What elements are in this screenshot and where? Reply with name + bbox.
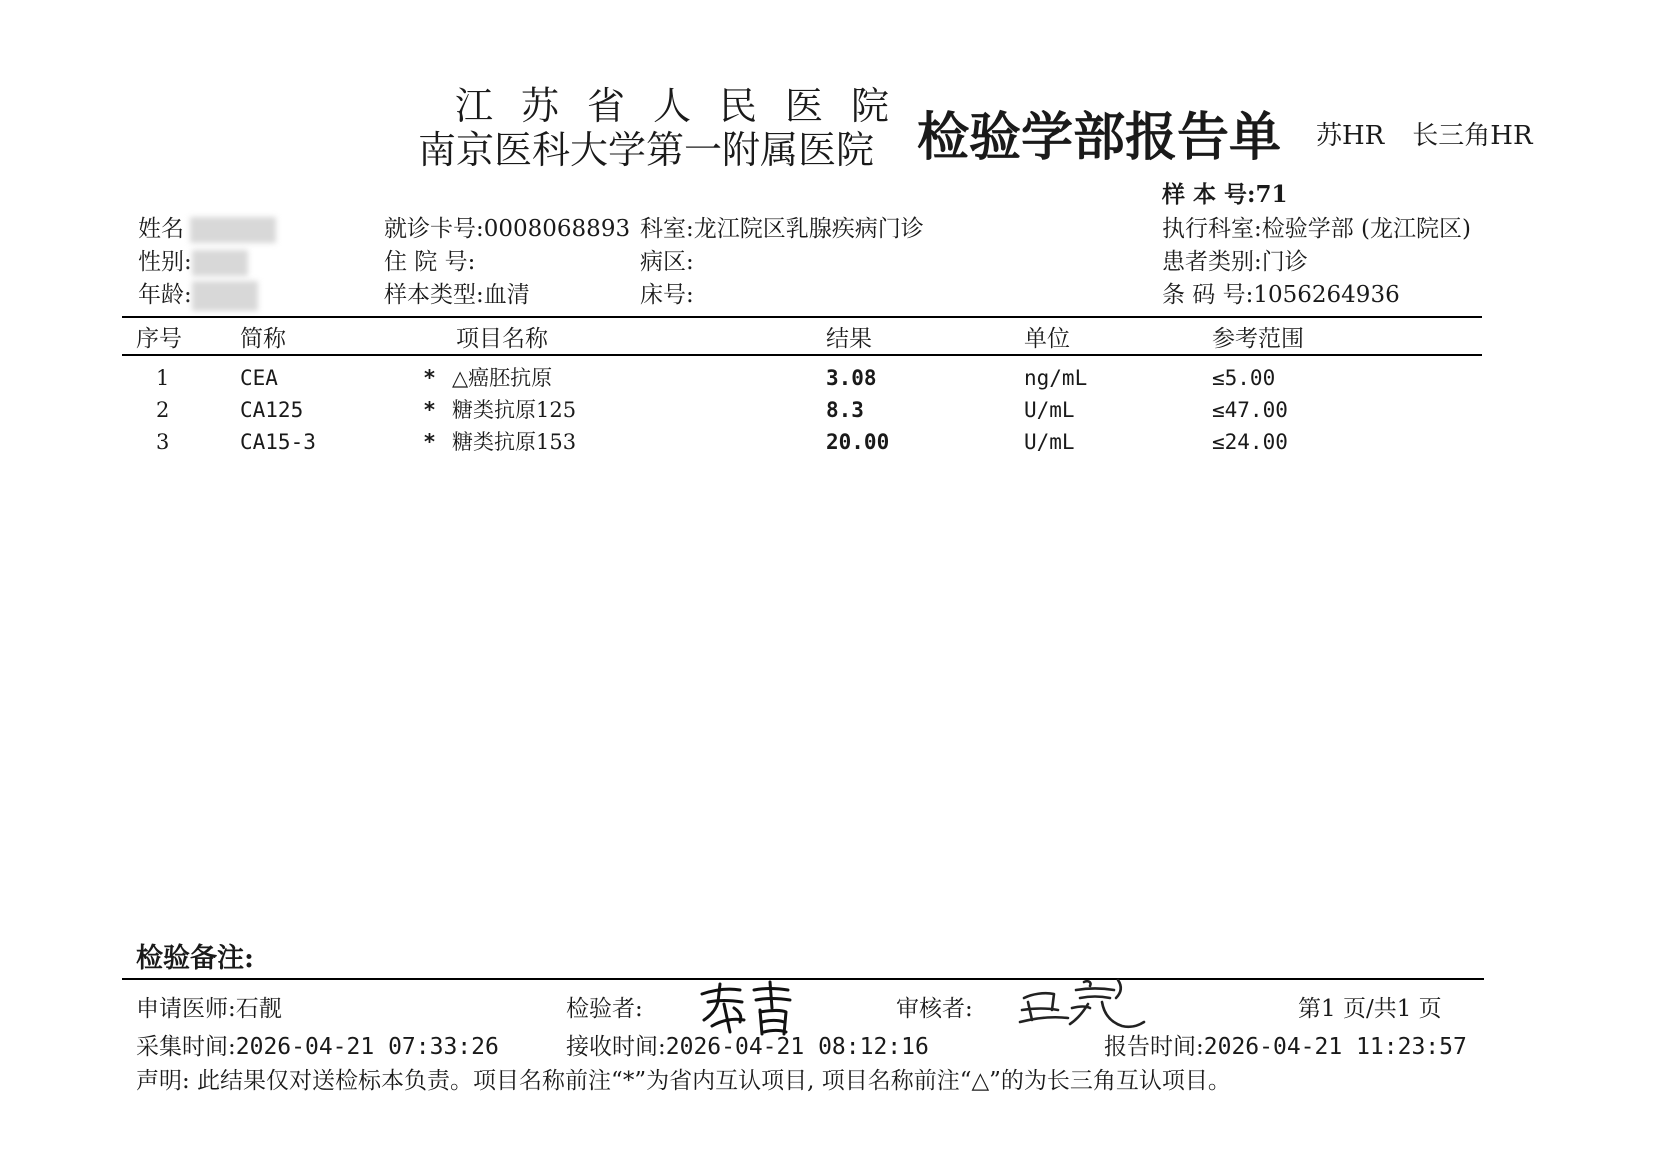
redacted-name [190, 217, 276, 243]
department-value: 龙江院区乳腺疾病门诊 [693, 216, 924, 242]
row-item-name: △癌胚抗原 [452, 366, 553, 390]
bed [640, 280, 694, 310]
sample-type-value: 血清 [483, 282, 530, 308]
sample-type-label: 样本类型: [384, 282, 484, 308]
barcode-label: 条 码 号: [1162, 282, 1254, 308]
row-number: 2 [156, 398, 170, 422]
bed-label: 床号: [640, 282, 694, 308]
col-header-result: 结果 [826, 326, 872, 352]
remarks-label: 检验备注: [136, 943, 254, 974]
table-row [0, 426, 1653, 458]
row-item-name: 糖类抗原125 [452, 398, 577, 422]
barcode-value: 1056264936 [1253, 282, 1400, 308]
col-header-item-name: 项目名称 [456, 326, 548, 352]
requesting-doctor-value: 石靓 [235, 996, 282, 1022]
report-time-label: 报告时间: [1104, 1034, 1204, 1060]
receive-time-value: 2026-04-21 08:12:16 [665, 1034, 929, 1060]
col-header-no: 序号 [136, 326, 182, 352]
patient-sex [138, 247, 248, 277]
sample-number [1162, 180, 1288, 210]
patient-sex-label: 性别: [138, 249, 192, 275]
barcode [1162, 280, 1400, 310]
collect-time-value: 2026-04-21 07:33:26 [235, 1034, 499, 1060]
statement: 声明: 此结果仅对送检标本负责。项目名称前注“*”为省内互认项目, 项目名称前注“△”的为长三角互认项目。 [136, 1068, 1231, 1094]
patient-name-label: 姓名 [138, 216, 184, 242]
report-title: 检验学部报告单 [917, 108, 1282, 168]
reviewer-signature [1018, 976, 1150, 1034]
row-item-name: 糖类抗原153 [452, 430, 577, 454]
redacted-age [192, 281, 258, 311]
executing-department-label: 执行科室: [1162, 216, 1262, 242]
row-abbreviation: CA15-3 [240, 430, 316, 454]
patient-name [138, 214, 276, 244]
row-unit: U/mL [1024, 398, 1075, 422]
row-result: 3.08 [826, 366, 877, 390]
row-reference-range: ≤5.00 [1212, 366, 1276, 390]
collect-time-label: 采集时间: [136, 1034, 236, 1060]
requesting-doctor-label: 申请医师: [136, 996, 236, 1022]
mark-su-hr: 苏HR [1316, 121, 1385, 151]
row-number: 1 [156, 366, 170, 390]
ward [640, 247, 694, 277]
collect-time [136, 1032, 499, 1062]
examiner-label: 检验者: [566, 996, 643, 1022]
row-unit: ng/mL [1024, 366, 1088, 390]
patient-age [138, 280, 258, 311]
row-abbreviation: CA125 [240, 398, 304, 422]
patient-age-label: 年龄: [138, 282, 192, 308]
sample-number-label: 样 本 号: [1162, 181, 1256, 208]
card-number-value: 0008068893 [483, 216, 631, 242]
table-header-rule [122, 354, 1482, 356]
receive-time-label: 接收时间: [566, 1034, 666, 1060]
receive-time [566, 1032, 929, 1062]
inpatient-number [384, 247, 475, 277]
row-abbreviation: CEA [240, 366, 278, 390]
row-reference-range: ≤47.00 [1212, 398, 1288, 422]
executing-department [1162, 214, 1471, 244]
row-mutual-recognition-mark: * [424, 398, 435, 422]
col-header-abbr: 简称 [240, 326, 286, 352]
table-top-rule [122, 316, 1482, 318]
examiner-signature [694, 980, 806, 1038]
row-reference-range: ≤24.00 [1212, 430, 1288, 454]
row-mutual-recognition-mark: * [424, 430, 435, 454]
redacted-sex [192, 250, 248, 276]
department-label: 科室: [640, 216, 694, 242]
report-time [1104, 1032, 1467, 1062]
executing-department-value: 检验学部 (龙江院区) [1261, 216, 1472, 242]
card-number [384, 214, 630, 244]
row-mutual-recognition-mark: * [424, 366, 435, 390]
department [640, 214, 924, 244]
patient-type [1162, 247, 1308, 277]
hospital-name-line1: 江苏省人民医院 [455, 84, 918, 128]
patient-type-label: 患者类别: [1162, 249, 1262, 275]
table-row [0, 394, 1653, 426]
page-info: 第1 页/共1 页 [1298, 996, 1442, 1022]
requesting-doctor [136, 994, 282, 1024]
row-unit: U/mL [1024, 430, 1075, 454]
table-row [0, 362, 1653, 394]
row-result: 8.3 [826, 398, 864, 422]
inpatient-number-label: 住 院 号: [384, 249, 476, 275]
sample-type [384, 280, 530, 310]
accreditation-marks [1316, 120, 1533, 152]
mark-yrd-hr: 长三角HR [1412, 121, 1533, 151]
patient-type-value: 门诊 [1261, 249, 1308, 275]
sample-number-value: 71 [1255, 181, 1288, 208]
report-time-value: 2026-04-21 11:23:57 [1203, 1034, 1467, 1060]
col-header-unit: 单位 [1024, 326, 1070, 352]
row-result: 20.00 [826, 430, 890, 454]
row-number: 3 [156, 430, 170, 454]
card-number-label: 就诊卡号: [384, 216, 484, 242]
ward-label: 病区: [640, 249, 694, 275]
col-header-reference-range: 参考范围 [1212, 326, 1304, 352]
reviewer-label: 审核者: [896, 996, 973, 1022]
hospital-name-line2: 南京医科大学第一附属医院 [418, 128, 875, 172]
